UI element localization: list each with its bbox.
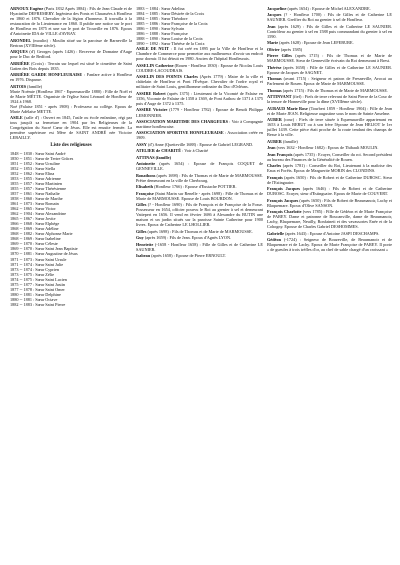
dictionary-entry: Thérèse (après 1658) : Fille de Gilles et de Catherine LE SAUNIER. Epouse de Jacques de SAGNET. (267, 64, 392, 75)
religieuse-line: 1880 -- 1881 : Sœur Delphine (10, 291, 61, 297)
family-member-entry: Guy (après 1659) : Fils de Jean. Epoux d'Agnès LYON. (136, 235, 232, 241)
dictionary-entry: Marie (après 1628) : Epouse de Jean LEFEBURE. (267, 40, 354, 46)
religieuse-line: 1874 -- 1875 : Sœur Saint Lucien (10, 276, 67, 282)
dictionary-entry: ASILE (salle d') : Ouvert en 1845, l'asile ou école enfantine, régi par tous jusqu'à sa fermeture en 1904 par les Religieuses de la Congrégation du Sacré Cœur de Jésus. Elle est ensuite fermée. La première supérieure est Mère de SAINT ANDRÉ née Victoire LEBAILLY. (10, 115, 132, 141)
religieuse-line: 1873 -- 1875 : Sœur Zélie (10, 271, 55, 277)
family-member-entry: Gilles (? - Honfleur 1690) : Fils de François et de Françoise de la Fosse. Possesseur en 1654, officier pourvu le Roi au grenier à sel et demeurant Vattepert en 1656. Il vend en février 1686 à Alexandre du BUTIN une maison et un jardin situés sur la paroisse Sainte Catherine pour 1900 livres. Epoux de Catherine LE LHOLLIER. (136, 202, 263, 228)
column-middle (136, 6, 263, 558)
religieuse-line: 1862 -- 1904 : Sœur Alexandrine (10, 211, 67, 217)
dictionary-entry: ASILE DE NUIT : Il fut créé en 1895 par la Ville de Honfleur et la Chambre de Commerce pour permettre aux malheureux d'avoir un endroit pour dormir. Il fut détruit en 1980. Ancien de l'hôpital Honfleurais. (136, 46, 263, 62)
dictionary-entry: Thomas (avant 1715) : Seigneur et patron de Fresneville, Avocat au Parlement de Rouen. Epoux de Marie de MARMOUSSE. (267, 76, 392, 87)
attinas-heading: ATTINAS (famille) (136, 154, 171, 160)
family-member-entry: Bonathons (après 1698) : Fils de Thomas et de Marie de MARMOUSSE. Prêtre demeurant en la ville de Cherbourg. (136, 172, 263, 183)
family-member-entry: Elisabeth (Honfleur 1766) : Epouse d'Eustache POTTIER. (136, 184, 237, 190)
dictionary-entry: Gabrielle (après 1643) : Epouse d'Antoine JASPI DESCHAMPS. (267, 230, 380, 236)
list-title: Liste des religieuses (50, 142, 92, 148)
dictionary-entry: ATTINVANT (fief) : Fiefs de terre relevant de Saint Pierre de la Cour de la tenure de Honneville pour la dîme (XVIIIème siècle). (267, 94, 392, 105)
dictionary-entry: Jean (vers 1632 - Honfleur 1682) : Epoux de Thibault MOULIN. (267, 145, 379, 151)
religieuse-line: 1868 -- 1869 : Sœur Isabeline (10, 236, 61, 242)
dictionary-entry: François Jacques (après 1650) : Fils de Robert de Beaumanoir, Lachy et Blaquemare. Epoux d'Olive SANSON. (267, 197, 392, 208)
religieuse-line: 1875 -- 1877 : Sœur Saint Justin (10, 281, 66, 287)
dictionary-entry: Olivier (après 1585) (267, 46, 303, 52)
dictionary-entry: ASSELIN DES POINTS Charles (Après 1779) : Maire de la ville et châtelain de Honfleur et Pont l'Évêque. Chevalier de l'ordre royal et militaire de Saint Louis, gentilhomme ordinaire du Duc d'Orléans. (136, 74, 263, 90)
dictionary-entry: ASSOCIATION SPORTIVE HONFLEURAISE : Association créée en 1909. (136, 130, 263, 141)
dictionary-entry: François Charlotte (vers 1785) : Fille de Gédéon et de Marie Françoise de PAREY. Dame et patronne de Boucanville, dame de Beaumanoir, Lachy, Blaquemare, Neuilly, Ronfaineti et des vavassories Enée et de la Cohogny. Epouse de Charles Gabriel DESHOMMES. (267, 209, 392, 230)
religieuse-line: 1883 -- 1884 : Sœur Adelina (136, 6, 185, 11)
family-member-entry: Françoise (Saint Marin sur Renelle - après 1698) : Fille de Thomas et de Marie de MARMOUSSE. Epouse de Louis BOURDON. (136, 190, 263, 201)
dictionary-entry: ASSELIN Catherine (Rouen - Honfleur 1830) : Epouse de Nicolas Louis COUDRE-LACOUDRAIS. (136, 62, 263, 73)
dictionary-entry: AUBER (cour) : Fiefs de terre située à Equemauville appartenant en 1653 à Louis BERUT ou à son frère l'épouse de Jean HELIOT le 1er juillet 1439. Cette pièce était proche de la route tendant des champs de Besse à la ville. (267, 117, 392, 138)
dictionary-entry: Thomas (après 1715) : Fils de Thomas et de Marie de MARMOUSSE. (267, 87, 389, 93)
religieuse-line: 1868 -- 1882 : Sœur Alphonse Marie (10, 231, 73, 237)
dictionary-entry: Jean (après 1629) : Fils de Gilles et de Catherine LE SAUNIER. Contrôleur au grenier à sel en 1588 puis commandant du grenier à sel en 1590. (267, 23, 392, 40)
religieuse-line: 1868 -- 1869 : Sœur Adéline (10, 226, 59, 232)
dictionary-entry: ARONDEL (moulin) : Moulin situé sur la paroisse de Barneville la Bertran (XVIIIème siècle). (10, 37, 132, 48)
religieuse-line: 1857 -- 1861 : Sœur Nathalie (10, 190, 60, 196)
religieuse-line: 1885 -- 1886 : Sœur Françoise de la Croix (136, 21, 208, 27)
family-member-entry: Gilles (après 1698) : Fils de Thomas et de Marie de MARMOUSSE. (136, 228, 253, 234)
dictionary-entry: François (après 1650) : Fils de Robert et de Catherine DUBOSC. Sieur de l'Estinguaire. (267, 174, 392, 185)
religieuse-line: 1851 -- 1852 : Sœur Ursuline (10, 160, 60, 166)
dictionary-entry: AUBER (famille) (267, 138, 298, 144)
dictionary-entry: ATELIER de CHARITÉ : Voir à Charité (136, 148, 209, 154)
dictionary-entry: ASSOCIATION MARITIME DES CHARGEURS : Voir à Compagnie maritime honfleuraise. (136, 118, 263, 129)
religieuse-line: 1862 -- 1865 : Sœur Victor (10, 206, 56, 212)
religieuse-line: 1890 -- 1892 : Sœur Thérèse de la Croix (136, 41, 205, 47)
dictionary-entry: ARQUES (d') Georges (après 1426) : Receveur de Domaine d'Auge pour le Duc de Bedford. (10, 49, 132, 60)
dictionary-entry: ASSY (d') Anne (Quetteville 1688) : Epouse de Gabriel LEGRAND. (136, 141, 254, 147)
religieuse-line: 1865 -- 1867 : Sœur Jovite (10, 216, 56, 222)
dictionary-entry: ASSIRE Robert (après 1375) : Lieutenant de la Vicomté de Falaise en 1356, Vicomte de Falaise de 1358 à 1369, de Pont Authou de 1371 à 1375 puis d'Auge de 1372 à 1375. (136, 90, 263, 107)
religieuse-line: 1886 -- 1888 : Sœur Françoise (136, 31, 188, 37)
religieuse-line: 1873 -- 1874 : Sœur Cyprien (10, 266, 59, 272)
religieuse-line: 1869 -- 1870 : Sœur Céleste (10, 241, 58, 247)
dictionary-entry: Jacqueline (après 1654) : Epouse de Michel ALEXANDRE. (267, 6, 371, 11)
family-member-entry: Henriette (-1658 - Honfleur 1658) : Fille de Gilles et de Catherine LE SAUNIER. (136, 241, 263, 252)
religieuse-line: 1886 -- 1890 : Sœur Sylvain (136, 26, 185, 32)
religieuse-line: 1888 -- 1890 : Sœur Louise de la Croix (136, 36, 203, 42)
dictionary-entry: ARRIÈRE GARDE HONFLEURAISE : Fanfare active à Honfleur en 1976. Disparue. (10, 72, 132, 83)
family-member-entry: Antoinette (après 1654) : Epouse de François COQUET de GENNEVILLE. (136, 161, 263, 172)
dictionary-entry: AUBAUD Marie Rose (Tourbert 1859 - Honfleur 1904) : Fille de Jean et de Marie JEAN. Religieuse augustine sous le nom de Sainte Anselme. (267, 105, 392, 116)
religieuse-line: 1870 -- 1881 : Sœur Augustine de Jésus (10, 251, 78, 257)
dictionary-entry: François Jacques (après 1646) : Fils de Robert et de Catherine DUBOSC. Ecuyer, sieur d'Estinguaire. Epoux de Marie de COUVERT. (267, 186, 392, 197)
religieuse-line: 1871 -- 1874 : Sœur Saint Julie (10, 261, 64, 267)
religieuse-line: 1852 -- 1862 : Sœur Elina (10, 170, 55, 176)
dictionary-entry: ARNOUX Eugène (Paris 1832 Après 1884) : Fils de Jean Claude et de Hyacinthe DEFREMERY. Ingénieur des Ponts et Chaussées à Honfleur en 1860 et 1876. Chevalier de la légion d'honneur. Il travailla à la restauration de la Lieutenance en 1860. Il publie une notice sur le port de Honfleur en 1875 et une sur le port de Trouville en 1876. Epoux d'Antoinette IDA de VILLE d'AVRAY. (10, 6, 132, 37)
family-member-entry: Isabeau (après 1658) : Epouse de Pierre ERNOULT. (136, 253, 226, 259)
religieuse-line: 1861 -- 1873 : Sœur Romain (10, 200, 59, 206)
column-right (267, 6, 392, 558)
religieuse-line: 1871 -- 1873 : Sœur Saint Ursule (10, 256, 67, 262)
dictionary-entry: ASSIRE Victoire (1779 - Honfleur 1782) : Epouse de Benoît Philippe LEMONNIER. (136, 107, 263, 118)
religieuse-line: 1853 -- 1855 : Sœur Adrienne (10, 175, 61, 181)
dictionary-entry: Gédéon (-1724) : Seigneur de Bouzeville, de Beaumanoir et de Blaquemare et de Lachy. Epoux de Marie Françoise de PAREY. Il porte « de gueules à trois trèfles d'or, au chef de sable chargé d'un croissant » (267, 237, 392, 253)
dictionary-entry: Pierre Gilles (après 1715) : Fils de Thomas et de Marie de MARMOUSSE. Sieur de Genneville écrivain du Roi demeurant à Brest. (267, 53, 392, 64)
religieuse-line: 1884 -- 1885 : Sœur Théodore (136, 16, 188, 22)
dictionary-page (10, 6, 392, 558)
religieuse-line: 1882 -- 1883 : Sœur Saint Pierre (10, 301, 66, 307)
religieuse-line: 1855 -- 1857 : Sœur Martinien (10, 180, 63, 186)
dictionary-entry: Charles (après 1781) : Conseiller du Roi, Lieutenant à la maîtrise des Eaux et Forêts. Epoux de Marguerite MORIN des CLONDINS. (267, 163, 392, 174)
column-left (10, 6, 132, 558)
religieuse-line: 1858 -- 1860 : Sœur de Marthe (10, 195, 63, 201)
religieuse-line: 1884 -- 1885 : Sœur Désirée de la Croix (136, 11, 205, 17)
religieuse-line: 1877 -- 1878 : Sœur Saint Omer (10, 286, 65, 292)
religieuse-line: 1848 -- 1830 : Sœur Saint André (10, 150, 66, 156)
religieuse-line: 1850 -- 1851 : Sœur de Tertre Grâces (10, 155, 74, 161)
religieuse-line: 1866 -- 1868 : Sœur Elphège (10, 221, 60, 227)
religieuse-line: 1869 -- 1870 : Sœur Saint Jean Baptiste (10, 246, 78, 252)
dictionary-entry: Jacques (? - Honfleur 1700) : Fils de Gilles et de Catherine LE SAUNIER. Greffier du Roi au grenier à sel de Honfleur. (267, 12, 392, 23)
dictionary-entry: Jean François (après 1735) : Ecuyer, Conseiller du roi. Second président au bureau des Finances de la Généralité de Rouen. (267, 151, 392, 162)
religieuse-line: 1852 -- 1853 : Sœur Stella (10, 165, 55, 171)
dictionary-entry: ARTOIS (famille) Marie Noémie (Honfleur 1867 - Equemauville 1880) : Fille de Noël et de Marie MÉTTE. Organiste de l'église Saint Léonard de Honfleur de 1924 à 1968. Noé (Falaise 1851 - après 1908) : Professeur au collège. Epoux de Marie Adèlaïse METTE. (10, 83, 132, 114)
dictionary-entry: ARRIÈRE (Croix) : Terrain sur lequel est situé le cimetière de Saint Gatien des Bois depuis 1835. (10, 60, 132, 71)
religieuse-line: 1880 -- 1881 : Sœur Octave (10, 296, 58, 302)
religieuse-line: 1855 -- 1857 : Sœur Thérésienne (10, 185, 66, 191)
